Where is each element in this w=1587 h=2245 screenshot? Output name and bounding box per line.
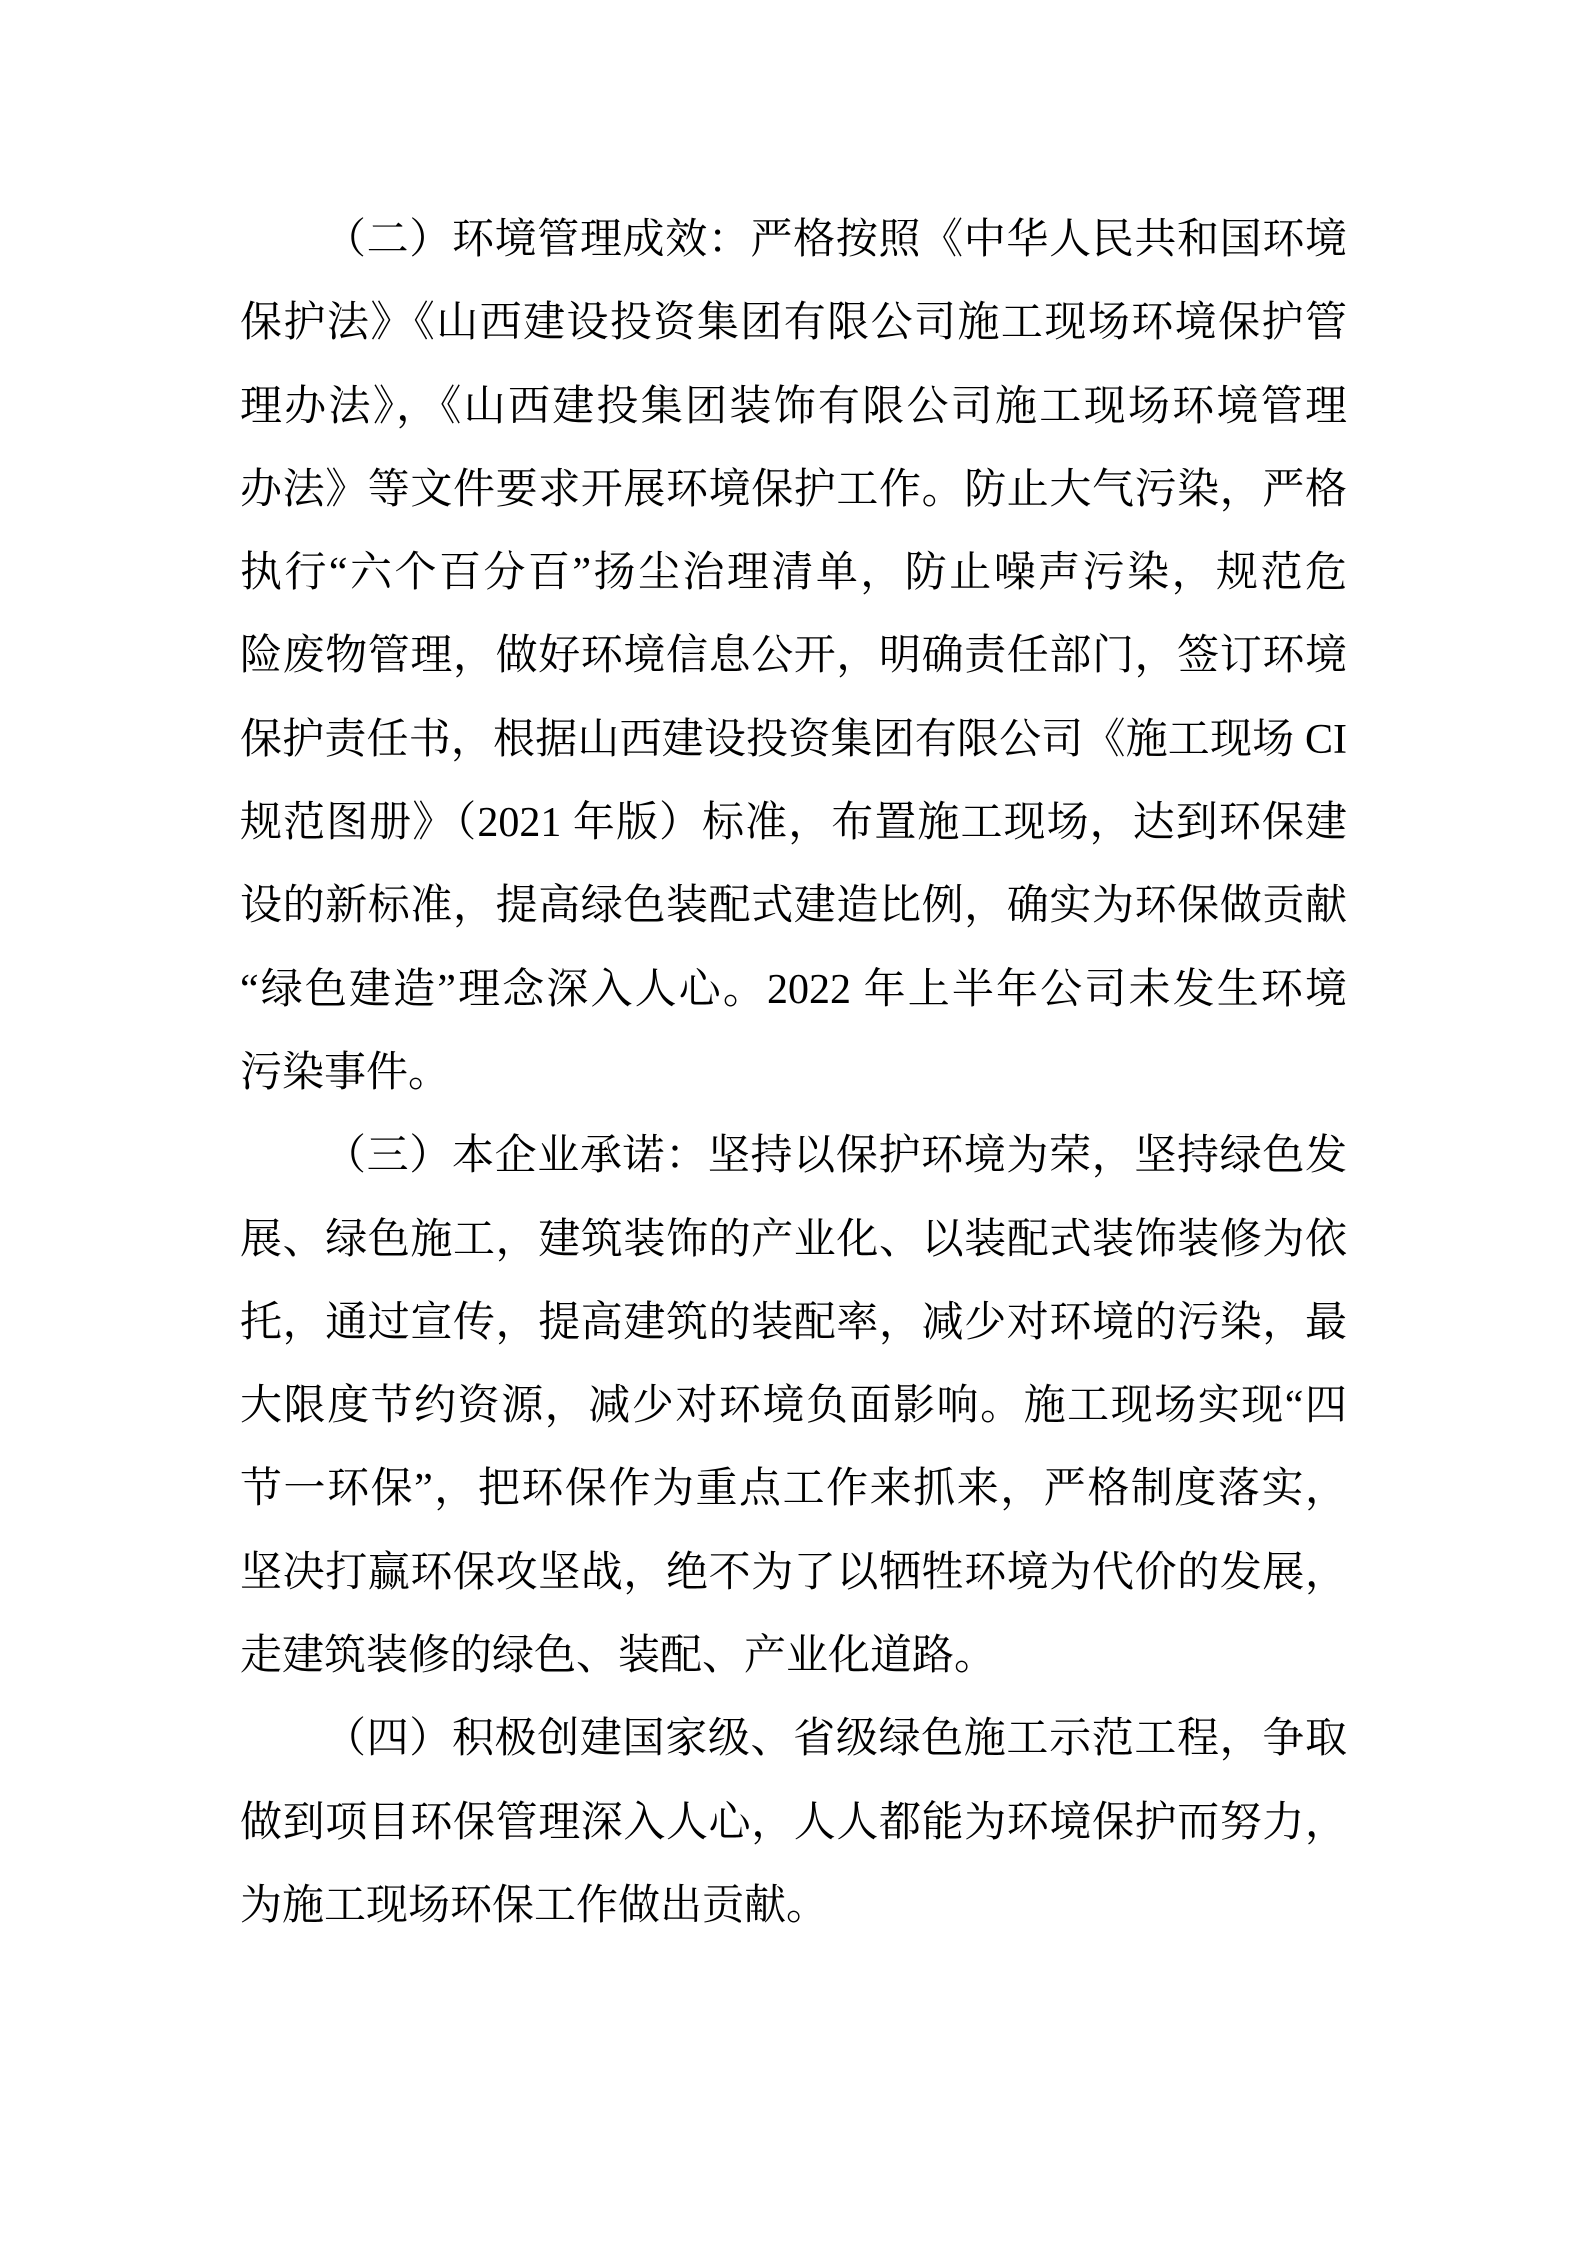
- text-line: （二）环境管理成效：严格按照《中华人民共和国环境: [324, 217, 1347, 263]
- text-line: 险废物管理，做好环境信息公开，明确责任部门，签订环境: [240, 633, 1347, 680]
- text-line: 保护法》《山西建设投资集团有限公司施工现场环境保护管: [240, 300, 1347, 347]
- text-line: （四）积极创建国家级、省级绿色施工示范工程，争取: [324, 1716, 1347, 1763]
- text-line: 规范图册》（2021 年版）标准，布置施工现场，达到环保建: [240, 800, 1347, 847]
- text-line: 执行“六个百分百”扬尘治理清单，防止噪声污染，规范危: [240, 550, 1347, 597]
- text-line: 托，通过宣传，提高建筑的装配率，减少对环境的污染，最: [240, 1299, 1347, 1346]
- para-2-environment-management-results: [240, 199, 1347, 1115]
- para-3-enterprise-commitment: [240, 1115, 1347, 1698]
- text-line: 做到项目环保管理深入人心，人人都能为环境保护而努力，: [240, 1799, 1347, 1846]
- text-line: 理办法》，《山西建投集团装饰有限公司施工现场环境管理: [240, 383, 1347, 430]
- text-line: 污染事件。: [240, 1049, 451, 1096]
- para-4-green-demonstration-projects: [240, 1698, 1347, 1948]
- text-line: 设的新标准，提高绿色装配式建造比例，确实为环保做贡献: [240, 883, 1347, 930]
- text-line: 展、绿色施工，建筑装饰的产业化、以装配式装饰装修为依: [240, 1216, 1347, 1263]
- text-line: 节一环保”，把环保作为重点工作来抓来，严格制度落实，: [240, 1466, 1347, 1513]
- text-line: 为施工现场环保工作做出贡献。: [240, 1882, 829, 1929]
- text-line: 办法》等文件要求开展环境保护工作。防止大气污染，严格: [240, 466, 1347, 513]
- text-line: 保护责任书，根据山西建设投资集团有限公司《施工现场 CI: [240, 716, 1347, 763]
- text-line: 走建筑装修的绿色、装配、产业化道路。: [240, 1633, 997, 1680]
- text-line: （三）本企业承诺：坚持以保护环境为荣，坚持绿色发: [324, 1133, 1347, 1180]
- text-line: “绿色建造”理念深入人心。2022 年上半年公司未发生环境: [240, 966, 1347, 1013]
- text-line: 大限度节约资源，减少对环境负面影响。施工现场实现“四: [240, 1383, 1347, 1430]
- document-text: [240, 199, 1347, 1948]
- text-line: 坚决打赢环保攻坚战，绝不为了以牺牲环境为代价的发展，: [240, 1549, 1347, 1596]
